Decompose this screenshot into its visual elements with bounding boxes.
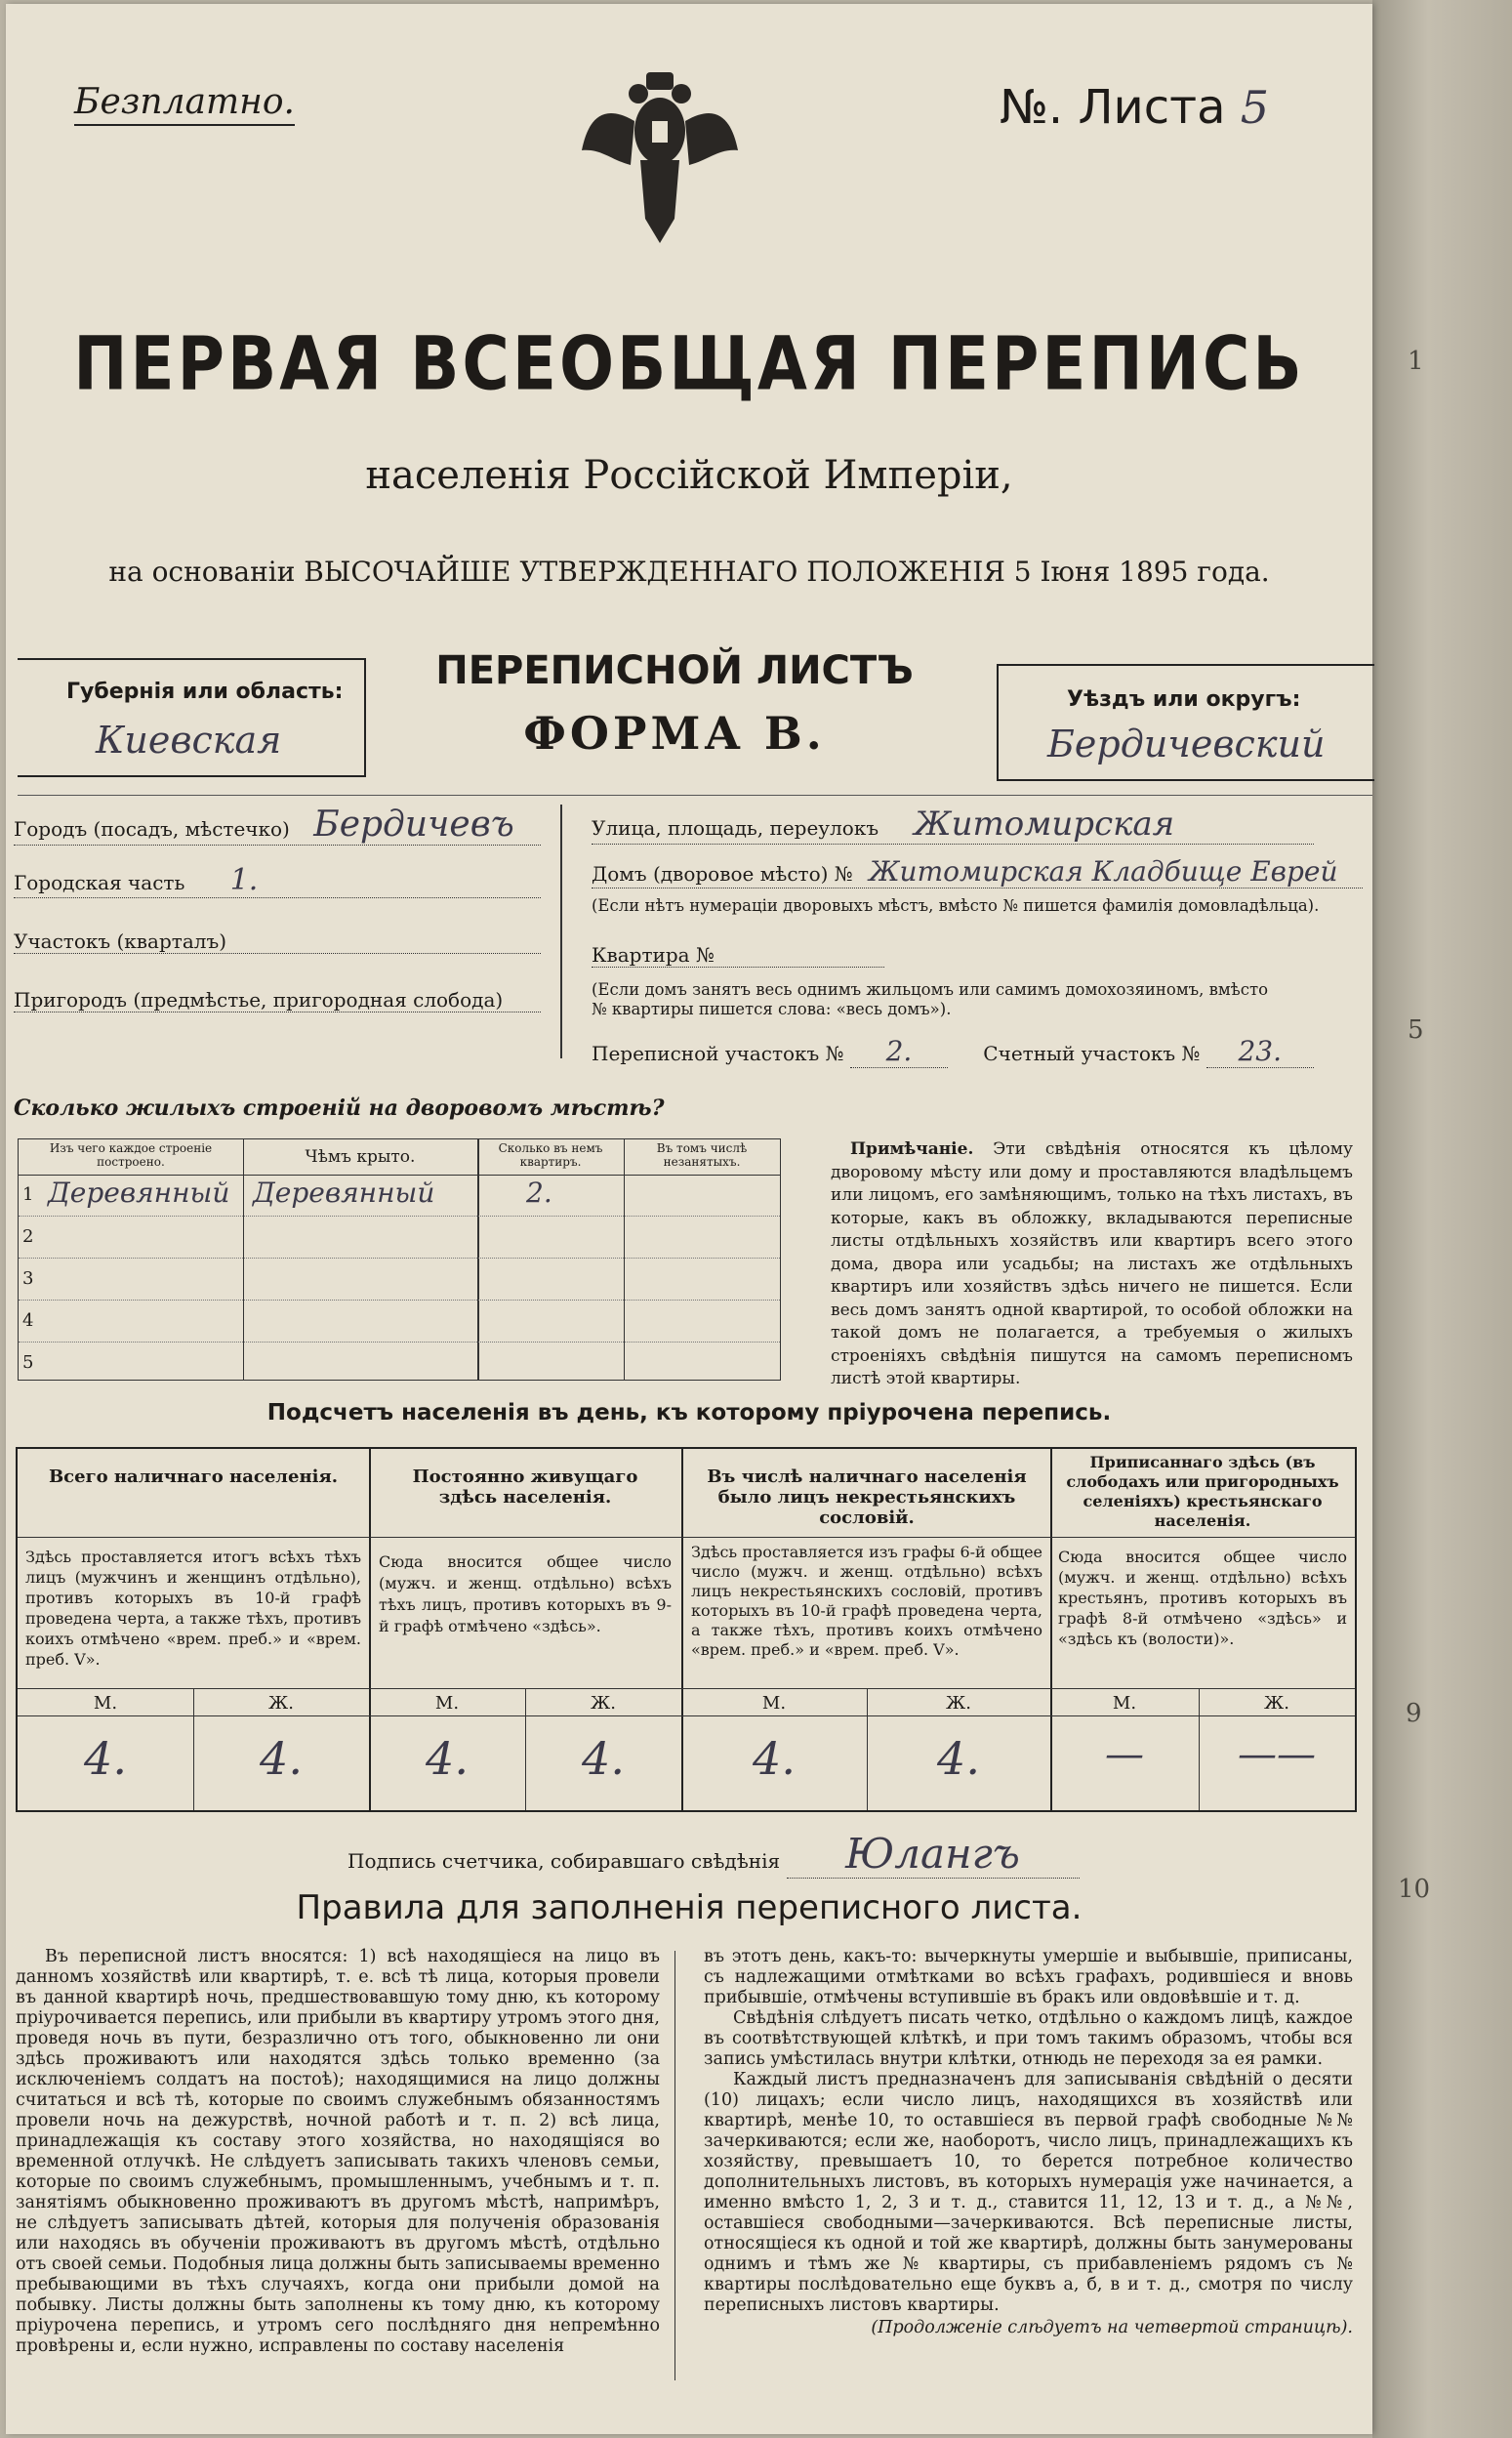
rules-right-2: Свѣдѣнія слѣдуетъ писать четко, отдѣльно о каждомъ лицѣ, каждое въ соотвѣтствующей клѣткѣ, и при томъ такимъ образомъ, чтобы вся запись умѣстилась внутри клѣтки, отнюдь не переходя за ея рамки.	[704, 2008, 1353, 2069]
buildings-table	[18, 1138, 781, 1381]
suburb-label: Пригородъ (предмѣстье, пригородная слобода)	[14, 988, 541, 1012]
free-label: Безплатно.	[74, 82, 295, 126]
buildings-question: Сколько жилыхъ строеній на дворовомъ мѣстѣ?	[14, 1095, 665, 1121]
address-right	[592, 805, 1363, 1078]
rules-right	[704, 1947, 1353, 2337]
province-box	[18, 658, 366, 777]
form-label: ФОРМА В.	[523, 707, 826, 760]
pop-col2-head: Постоянно живущаго здѣсь населенія.	[412, 1467, 638, 1508]
m-label: М.	[1112, 1693, 1137, 1714]
census-sheet	[6, 4, 1372, 2434]
signature-line	[347, 1830, 1080, 1879]
house-note: (Если нѣтъ нумераціи дворовыхъ мѣстъ, вмѣсто № пишется фамилія домовладѣльца).	[592, 896, 1320, 915]
pop-col4-head: Приписаннаго здѣсь (въ слободахъ или пригородныхъ селеніяхъ) крестьянскаго населенія.	[1066, 1453, 1339, 1530]
margin-number: 1	[1408, 347, 1424, 376]
rules-right-3: Каждый листъ предназначенъ для записыванія свѣдѣній о десяти (10) лицахъ; если число лицъ, находящихся въ хозяйствѣ или квартирѣ, менѣе 10, то оставшіеся въ первой графѣ свободные №№ зачеркиваются; если же, наоборотъ, число лицъ, принадлежащихъ къ хозяйству, превышаетъ 10, то берется потребное количество дополнительныхъ листовъ, въ которыхъ нумерація уже начинается, а именно вмѣсто 1, 2, 3 и т. д., ставится 11, 12, 13 и т. д., а №№, оставшіеся свободными—зачеркиваются. Всѣ переписные листы, относящіеся къ одной и той же квартирѣ, должны быть занумерованы однимъ и тѣмъ же № квартиры, съ прибавленіемъ рядомъ съ № квартиры послѣдовательно еще буквъ а, б, в и т. д., смотря по числу переписныхъ листовъ квартиры.	[704, 2070, 1353, 2315]
sub-title: населенія Россійской Имперіи,	[365, 453, 1013, 498]
basis-line: на основаніи ВЫСОЧАЙШЕ УТВЕРЖДЕННАГО ПОЛОЖЕНІЯ 5 Іюня 1895 года.	[108, 556, 1270, 588]
pop-col1-f: 4.	[260, 1732, 303, 1785]
street-value: Житомирская	[914, 805, 1175, 844]
table-row: 1 Деревянный Деревянный 2.	[19, 1175, 780, 1217]
pop-col4-desc: Сюда вносится общее число (мужч. и женщ. отдѣльно) всѣхъ крестьянъ, противъ которыхъ въ графѣ 8-й отмѣчено «здѣсь» и «здѣсь къ (волости)».	[1058, 1548, 1347, 1648]
pop-col1-desc: Здѣсь проставляется итогъ всѣхъ тѣхъ лицъ (мужчинъ и женщинъ отдѣльно), противъ которыхъ въ 10-й графѣ проведена черта, а также тѣхъ, противъ коихъ отмѣчено «врем. преб.» и «врем. преб. V».	[25, 1548, 361, 1669]
f-label: Ж.	[268, 1693, 294, 1714]
part-label: Городская часть	[14, 871, 185, 894]
margin-number: 5	[1408, 1015, 1424, 1045]
pop-col3-m: 4.	[753, 1732, 796, 1785]
m-label: М.	[434, 1693, 460, 1714]
rules-divider	[674, 1951, 675, 2380]
district-box	[997, 664, 1374, 781]
pop-col3-desc: Здѣсь проставляется изъ графы 6-й общее число (мужч. и женщ. отдѣльно) всѣхъ лицъ некрестьянскихъ сословій, противъ которыхъ въ 10-й графѣ проведена черта, а также тѣхъ, противъ коихъ отмѣчено «врем. преб.» и «врем. преб. V».	[691, 1543, 1042, 1659]
buildings-header-roof: Чѣмъ крыто.	[305, 1147, 416, 1167]
pop-col1-m: 4.	[84, 1732, 127, 1785]
pop-col3-head: Въ числѣ наличнаго населенія было лицъ некрестьянскихъ сословій.	[707, 1467, 1027, 1528]
pop-col4-m: —	[1105, 1732, 1144, 1777]
buildings-header-material: Изъ чего каждое строеніе построено.	[49, 1141, 213, 1169]
city-value: Бердичевъ	[313, 805, 514, 845]
rules-right-1: въ этотъ день, какъ-то: вычеркнуты умершіе и выбывшіе, приписаны, съ надлежащими отмѣтками во всѣхъ графахъ, родившіеся и вновь прибывшіе, отмѣчены вступившіе въ бракъ или овдовѣвшіе и т. д.	[704, 1947, 1353, 2007]
street-label: Улица, площадь, переулокъ	[592, 816, 879, 840]
count-value: 23.	[1206, 1035, 1314, 1068]
rules-left: Въ переписной листъ вносятся: 1) всѣ находящіеся на лицо въ данномъ хозяйствѣ или квартирѣ, т. е. всѣ тѣ лица, которыя провели въ данной квартирѣ ночь, предшествовавшую тому дню, къ которому пріурочивается перепись, или прибыли въ квартиру утромъ этого дня, проведя ночь въ пути, безразлично отъ того, обыкновенно ли они здѣсь проживаютъ или находятся здѣсь только временно (за исключеніемъ солдатъ на постоѣ); находящимися на лицо должны считаться и всѣ тѣ, которые по своимъ служебнымъ обязанностямъ провели ночь на дежурствѣ, ночной работѣ и т. п. 2) всѣ лица, принадлежащія къ составу этого хозяйства, но находящіяся во временной отлучкѣ. Не слѣдуетъ записывать такихъ членовъ семьи, которые по своимъ служебнымъ, промышленнымъ, учебнымъ и т. п. занятіямъ обыкновенно проживаютъ въ другомъ мѣстѣ, напримѣръ, не слѣдуетъ записывать дѣтей, которыя для полученія образованія или находясь въ обученіи проживаютъ въ другомъ мѣстѣ, отдѣльно отъ своей семьи. Подобныя лица должны быть записываемы временно пребывающими въ тѣхъ случаяхъ, когда они прибыли домой на побывку. Листы должны быть заполнены къ тому дню, къ которому пріурочена перепись, и утромъ сего послѣдняго дня непремѣнно провѣрены и, если нужно, исправлены по составу населенія	[16, 1947, 660, 2356]
precinct-label: Участокъ (кварталъ)	[14, 930, 541, 954]
next-page-edge	[1372, 0, 1512, 2438]
house-value: Житомирская Кладбище Еврей	[869, 855, 1338, 888]
population-table	[16, 1447, 1357, 1812]
province-value: Киевская	[96, 719, 282, 762]
district-label: Уѣздъ или округъ:	[1067, 687, 1301, 712]
margin-number: 9	[1406, 1699, 1422, 1728]
table-row: 3	[19, 1259, 780, 1301]
m-label: М.	[761, 1693, 787, 1714]
table-row: 5	[22, 1352, 34, 1373]
table-row: 2	[19, 1217, 780, 1259]
district-value: Бердичевский	[1047, 723, 1326, 765]
apt-note-2: № квартиры пишется слова: «весь домъ»).	[592, 1000, 952, 1018]
buildings-rows	[19, 1175, 780, 1382]
note-head: Примѣчаніе.	[850, 1139, 974, 1159]
note-text: Эти свѣдѣнія относятся къ цѣлому дворовому мѣсту или дому и проставляются владѣльцемъ или лицомъ, его замѣняющимъ, только на тѣхъ листахъ, въ которые, какъ въ обложку, вкладываются переписные листы отдѣльныхъ хозяйствъ или квартиръ всего этого дома, двора или усадьбы; на листахъ же отдѣльныхъ квартиръ или хозяйствъ здѣсь ничего не пишется. Если весь домъ занятъ одной квартирой, то особой обложки на такой домъ не полагается, а требуемыя о жилыхъ строеніяхъ свѣдѣнія пишутся на самомъ переписномъ листѣ этой квартиры.	[831, 1139, 1353, 1388]
population-title: Подсчетъ населенія въ день, къ которому пріурочена перепись.	[266, 1400, 1112, 1426]
signature-value: Юлангъ	[787, 1830, 1080, 1879]
pop-col2-desc: Сюда вносится общее число (мужч. и женщ. отдѣльно) всѣхъ тѣхъ лицъ, противъ которыхъ въ 9-й графѣ отмѣчено «здѣсь».	[379, 1552, 672, 1635]
count-label: Счетный участокъ №	[983, 1042, 1201, 1065]
province-label: Губернія или область:	[66, 680, 344, 704]
house-label: Домъ (дворовое мѣсто) №	[592, 862, 853, 886]
signature-label: Подпись счетчика, собиравшаго свѣдѣнія	[347, 1849, 781, 1873]
margin-number: 10	[1398, 1875, 1431, 1904]
buildings-header-apts: Сколько въ немъ квартиръ.	[498, 1141, 603, 1169]
buildings-header-empty: Въ томъ числѣ незанятыхъ.	[656, 1141, 748, 1169]
apt-note-1: (Если домъ занятъ весь однимъ жильцомъ или самимъ домохозяиномъ, вмѣсто	[592, 980, 1269, 999]
part-value: 1.	[229, 863, 259, 897]
f-label: Ж.	[1264, 1693, 1289, 1714]
f-label: Ж.	[946, 1693, 971, 1714]
main-title: ПЕРВАЯ ВСЕОБЩАЯ ПЕРЕПИСЬ	[73, 320, 1305, 407]
pop-col3-f: 4.	[937, 1732, 980, 1785]
rules-title: Правила для заполненія переписного листа.	[296, 1888, 1083, 1927]
pop-col4-f: ——	[1238, 1732, 1316, 1777]
sheet-number-label: №. Листа	[1000, 80, 1226, 135]
table-row: 4	[19, 1301, 780, 1343]
form-sheet-title: ПЕРЕПИСНОЙ ЛИСТЪ	[435, 648, 914, 693]
city-label: Городъ (посадъ, мѣстечко)	[14, 817, 290, 841]
divider	[18, 795, 1372, 796]
imperial-eagle-icon	[582, 72, 738, 248]
pop-col2-f: 4.	[582, 1732, 625, 1785]
pop-col1-head: Всего наличнаго населенія.	[48, 1467, 339, 1487]
apt-label: Квартира №	[592, 943, 884, 968]
sheet-number-value: 5	[1240, 81, 1270, 134]
note-block	[831, 1138, 1353, 1391]
census-label: Переписной участокъ №	[592, 1042, 844, 1065]
rules-continue: (Продолженіе слѣдуетъ на четвертой страницѣ).	[871, 2318, 1353, 2337]
m-label: М.	[93, 1693, 118, 1714]
census-value: 2.	[850, 1035, 948, 1068]
address-left	[14, 805, 562, 1058]
pop-col2-m: 4.	[426, 1732, 469, 1785]
f-label: Ж.	[591, 1693, 616, 1714]
